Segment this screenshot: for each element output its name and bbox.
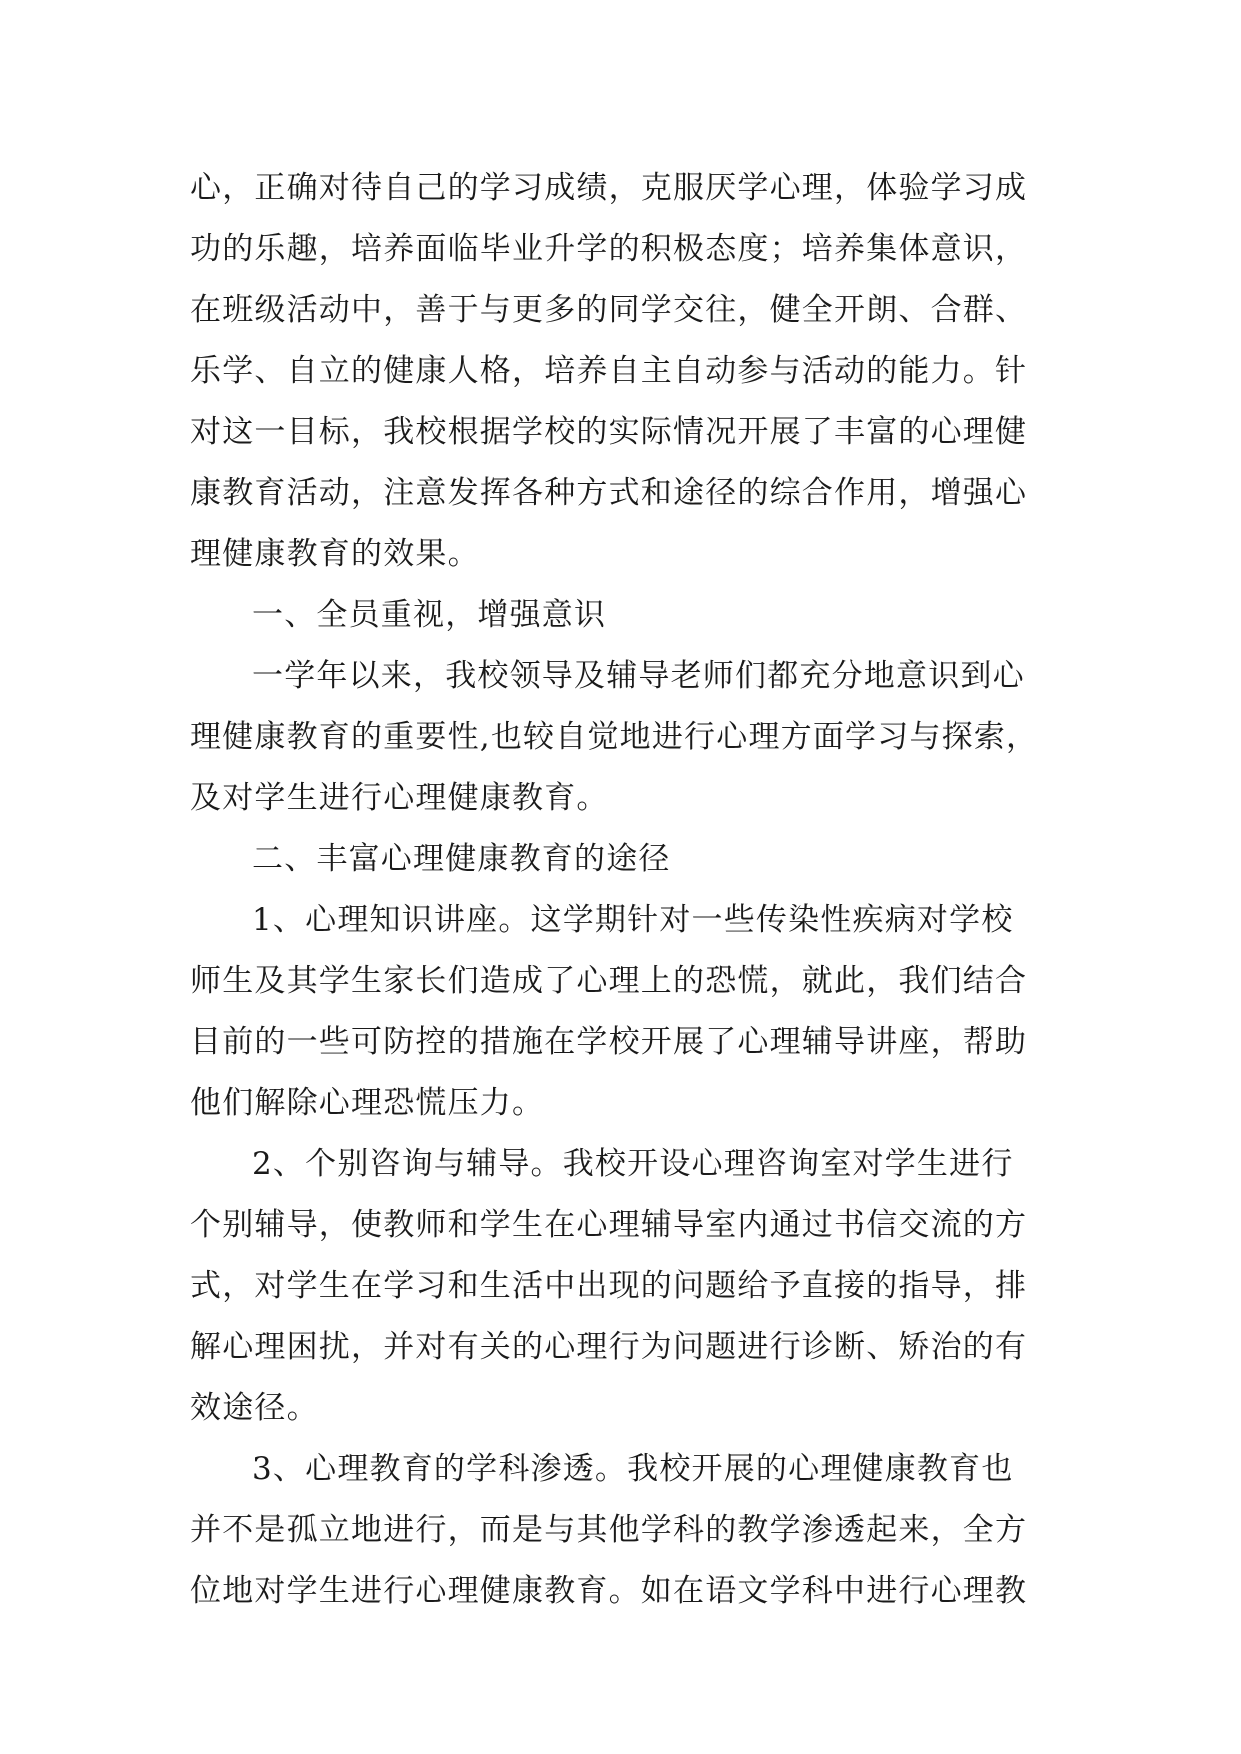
text-line: 乐学、自立的健康人格，培养自主自动参与活动的能力。针: [190, 353, 1028, 389]
text-line: 理健康教育的重要性,也较自觉地进行心理方面学习与探索，: [190, 719, 1039, 755]
text-line: 功的乐趣，培养面临毕业升学的积极态度；培养集体意识，: [190, 231, 1028, 267]
text-line: 对这一目标，我校根据学校的实际情况开展了丰富的心理健: [190, 414, 1028, 450]
text-line: 效途径。: [190, 1390, 319, 1426]
text-line: 心，正确对待自己的学习成绩，克服厌学心理，体验学习成: [190, 170, 1028, 206]
text-line: 1、心理知识讲座。这学期针对一些传染性疾病对学校: [252, 902, 1014, 938]
text-line: 3、心理教育的学科渗透。我校开展的心理健康教育也: [252, 1451, 1014, 1487]
text-line: 式，对学生在学习和生活中出现的问题给予直接的指导，排: [190, 1268, 1028, 1304]
text-line: 理健康教育的效果。: [190, 536, 480, 572]
section-heading: 二、丰富心理健康教育的途径: [252, 841, 671, 877]
text-line: 康教育活动，注意发挥各种方式和途径的综合作用，增强心: [190, 475, 1028, 511]
text-line: 位地对学生进行心理健康教育。如在语文学科中进行心理教: [190, 1573, 1028, 1609]
text-line: 个别辅导，使教师和学生在心理辅导室内通过书信交流的方: [190, 1207, 1028, 1243]
text-line: 并不是孤立地进行，而是与其他学科的教学渗透起来，全方: [190, 1512, 1028, 1548]
text-line: 在班级活动中，善于与更多的同学交往，健全开朗、合群、: [190, 292, 1028, 328]
text-line: 及对学生进行心理健康教育。: [190, 780, 609, 816]
text-line: 师生及其学生家长们造成了心理上的恐慌，就此，我们结合: [190, 963, 1028, 999]
text-line: 2、个别咨询与辅导。我校开设心理咨询室对学生进行: [252, 1146, 1014, 1182]
text-line: 他们解除心理恐慌压力。: [190, 1085, 545, 1121]
text-line: 一学年以来，我校领导及辅导老师们都充分地意识到心: [252, 658, 1025, 694]
text-line: 解心理困扰，并对有关的心理行为问题进行诊断、矫治的有: [190, 1329, 1028, 1365]
text-line: 目前的一些可防控的措施在学校开展了心理辅导讲座，帮助: [190, 1024, 1028, 1060]
section-heading: 一、全员重视，增强意识: [252, 597, 607, 633]
body-text: [190, 158, 1070, 1622]
